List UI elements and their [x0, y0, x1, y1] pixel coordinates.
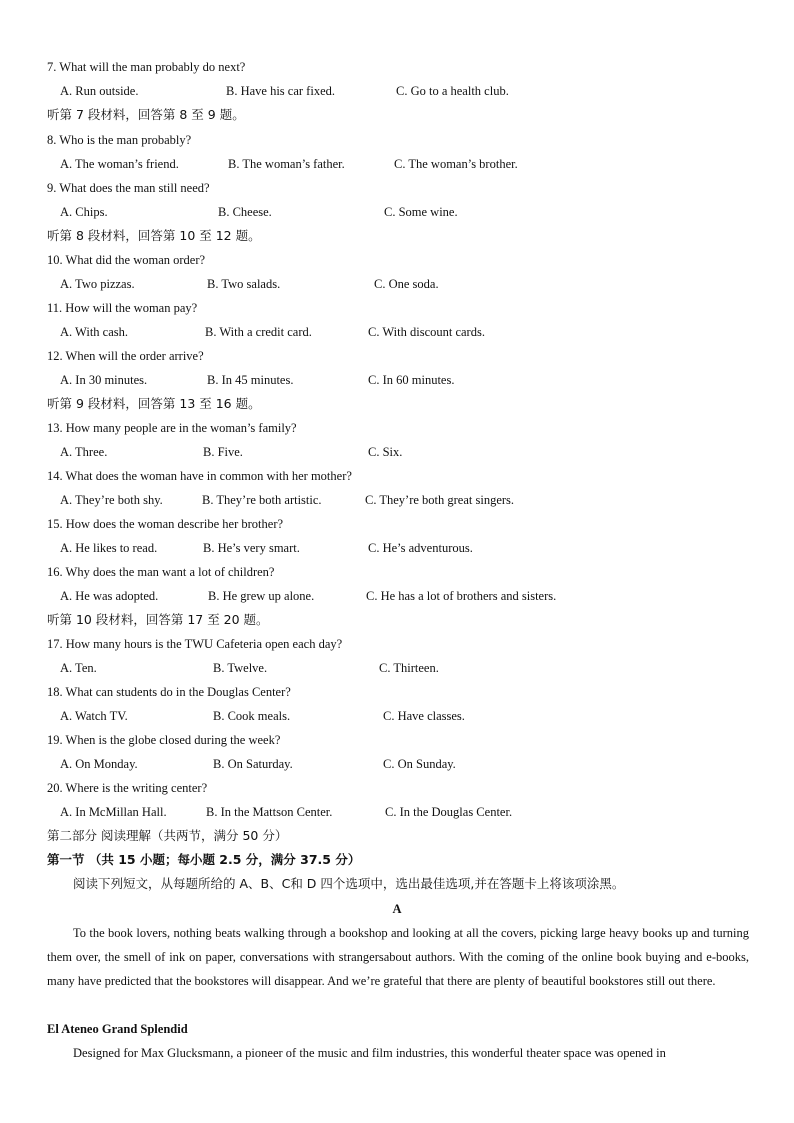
option-20b: B. In the Mattson Center.: [206, 805, 333, 819]
option-11b: B. With a credit card.: [205, 325, 312, 339]
section-instruction-10: 听第 10 段材料，回答第 17 至 20 题。: [47, 612, 269, 627]
option-13b: B. Five.: [203, 445, 243, 459]
option-19a: A. On Monday.: [60, 757, 138, 771]
option-20c: C. In the Douglas Center.: [385, 805, 513, 819]
section-one-title: 第一节 （共 15 小题；每小题 2.5 分，满分 37.5 分）: [47, 852, 361, 867]
option-20a: A. In McMillan Hall.: [60, 805, 167, 819]
option-16a: A. He was adopted.: [60, 589, 159, 603]
reading-instruction: 阅读下列短文，从每题所给的 A、B、C和 D 四个选项中，选出最佳选项,并在答题卡上将该项涂黑。: [73, 876, 625, 891]
option-12b: B. In 45 minutes.: [207, 373, 294, 387]
option-11a: A. With cash.: [60, 325, 129, 339]
option-8a: A. The woman’s friend.: [60, 157, 179, 171]
option-9c: C. Some wine.: [384, 205, 458, 219]
question-8: 8. Who is the man probably?: [47, 133, 192, 147]
question-14: 14. What does the woman have in common with her mother?: [47, 469, 352, 483]
question-13: 13. How many people are in the woman’s family?: [47, 421, 297, 435]
option-14c: C. They’re both great singers.: [365, 493, 515, 507]
question-16: 16. Why does the man want a lot of children?: [47, 565, 275, 579]
option-12a: A. In 30 minutes.: [60, 373, 148, 387]
option-11c: C. With discount cards.: [368, 325, 485, 339]
passage-subheading: El Ateneo Grand Splendid: [47, 1022, 188, 1036]
question-7: 7. What will the man probably do next?: [47, 60, 246, 74]
option-17b: B. Twelve.: [213, 661, 268, 675]
option-13a: A. Three.: [60, 445, 108, 459]
option-15a: A. He likes to read.: [60, 541, 158, 555]
option-9a: A. Chips.: [60, 205, 108, 219]
section-instruction-9: 听第 9 段材料，回答第 13 至 16 题。: [47, 396, 261, 411]
option-19c: C. On Sunday.: [383, 757, 456, 771]
option-16c: C. He has a lot of brothers and sisters.: [366, 589, 557, 603]
option-18b: B. Cook meals.: [213, 709, 291, 723]
question-18: 18. What can students do in the Douglas Center?: [47, 685, 291, 699]
option-18c: C. Have classes.: [383, 709, 465, 723]
option-15c: C. He’s adventurous.: [368, 541, 473, 555]
option-10c: C. One soda.: [374, 277, 439, 291]
option-7a: A. Run outside.: [60, 84, 139, 98]
option-17a: A. Ten.: [60, 661, 97, 675]
part-two-title: 第二部分 阅读理解（共两节，满分 50 分）: [47, 828, 288, 843]
option-10b: B. Two salads.: [207, 277, 281, 291]
option-10a: A. Two pizzas.: [60, 277, 135, 291]
section-instruction-7: 听第 7 段材料，回答第 8 至 9 题。: [47, 107, 245, 122]
question-11: 11. How will the woman pay?: [47, 301, 198, 315]
question-10: 10. What did the woman order?: [47, 253, 206, 267]
option-7c: C. Go to a health club.: [396, 84, 509, 98]
option-12c: C. In 60 minutes.: [368, 373, 455, 387]
option-19b: B. On Saturday.: [213, 757, 293, 771]
question-12: 12. When will the order arrive?: [47, 349, 204, 363]
option-13c: C. Six.: [368, 445, 403, 459]
option-16b: B. He grew up alone.: [208, 589, 315, 603]
passage-letter: A: [392, 902, 402, 916]
question-17: 17. How many hours is the TWU Cafeteria open each day?: [47, 637, 343, 651]
question-19: 19. When is the globe closed during the week?: [47, 733, 281, 747]
option-14a: A. They’re both shy.: [60, 493, 163, 507]
section-instruction-8: 听第 8 段材料，回答第 10 至 12 题。: [47, 228, 261, 243]
option-8b: B. The woman’s father.: [228, 157, 345, 171]
passage-paragraph-2: Designed for Max Glucksmann, a pioneer of the music and film industries, this wonderful theater space was opened in: [73, 1046, 666, 1060]
option-7b: B. Have his car fixed.: [226, 84, 335, 98]
option-14b: B. They’re both artistic.: [202, 493, 322, 507]
question-20: 20. Where is the writing center?: [47, 781, 208, 795]
option-15b: B. He’s very smart.: [203, 541, 300, 555]
option-8c: C. The woman’s brother.: [394, 157, 518, 171]
option-9b: B. Cheese.: [218, 205, 272, 219]
option-18a: A. Watch TV.: [60, 709, 128, 723]
question-15: 15. How does the woman describe her brother?: [47, 517, 284, 531]
question-9: 9. What does the man still need?: [47, 181, 210, 195]
option-17c: C. Thirteen.: [379, 661, 439, 675]
passage-paragraph-1: To the book lovers, nothing beats walking through a bookshop and looking at all the covers, picking large heavy books up and turning them over, the smell of ink on paper, conversations with strangersabout authors. With the coming of the online book buying and e-books, many have predicted that the bookstores will disappear. And we’re grateful that there are plenty of beautiful bookstores still out there.: [47, 926, 749, 988]
